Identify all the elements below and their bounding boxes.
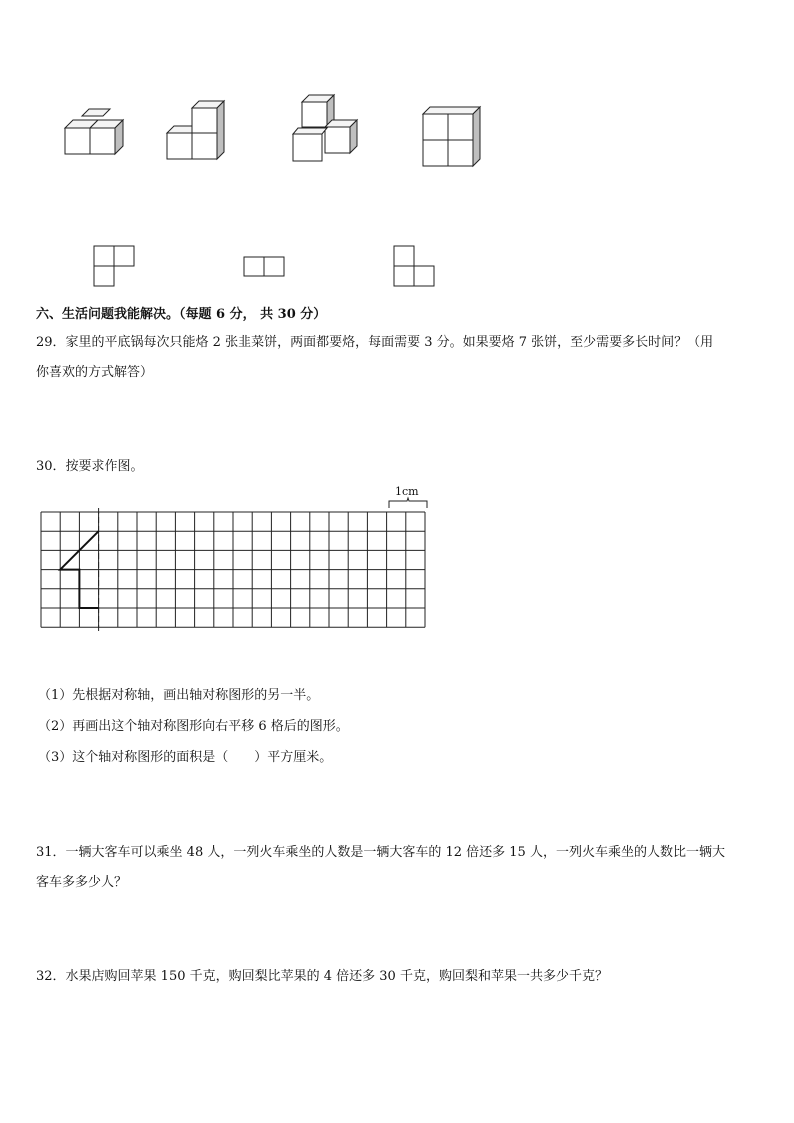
question-32-line1: 32．水果店购回苹果 150 千克，购回梨比苹果的 4 倍还多 30 千克，购回梨和苹果一共多少千克？ bbox=[36, 969, 608, 984]
question-31-line1: 31．一辆大客车可以乘坐 48 人，一列火车乘坐的人数是一辆大客车的 12 倍还多 15 人，一列火车乘坐的人数比一辆大 bbox=[36, 845, 725, 860]
question-30-title: 30．按要求作图。 bbox=[36, 459, 144, 474]
cube-figure-2 bbox=[162, 98, 232, 168]
drawing-grid[interactable] bbox=[40, 511, 430, 637]
view-figure-1 bbox=[93, 245, 138, 290]
question-29-line1: 29．家里的平底锅每次只能烙 2 张韭菜饼，两面都要烙，每面需要 3 分。如果要烙 7 张饼，至少需要多长时间？（用 bbox=[36, 335, 714, 350]
question-30-sub2: （2）再画出这个轴对称图形向右平移 6 格后的图形。 bbox=[38, 719, 349, 734]
view-figure-3 bbox=[393, 245, 438, 290]
section-heading: 六、生活问题我能解决。（每题 6 分， 共 30 分） bbox=[36, 307, 327, 322]
scale-bracket bbox=[388, 498, 438, 510]
question-29-line2: 你喜欢的方式解答） bbox=[36, 365, 154, 380]
question-30-sub3: （3）这个轴对称图形的面积是（ ）平方厘米。 bbox=[38, 750, 333, 765]
cube-figure-3 bbox=[290, 92, 365, 167]
cube-figure-1 bbox=[60, 108, 130, 168]
view-figure-2 bbox=[243, 256, 288, 281]
scale-label: 1cm bbox=[395, 485, 419, 498]
question-31-line2: 客车多多少人？ bbox=[36, 875, 128, 890]
question-30-sub1: （1）先根据对称轴，画出轴对称图形的另一半。 bbox=[38, 688, 320, 703]
cube-figure-4 bbox=[418, 102, 493, 177]
